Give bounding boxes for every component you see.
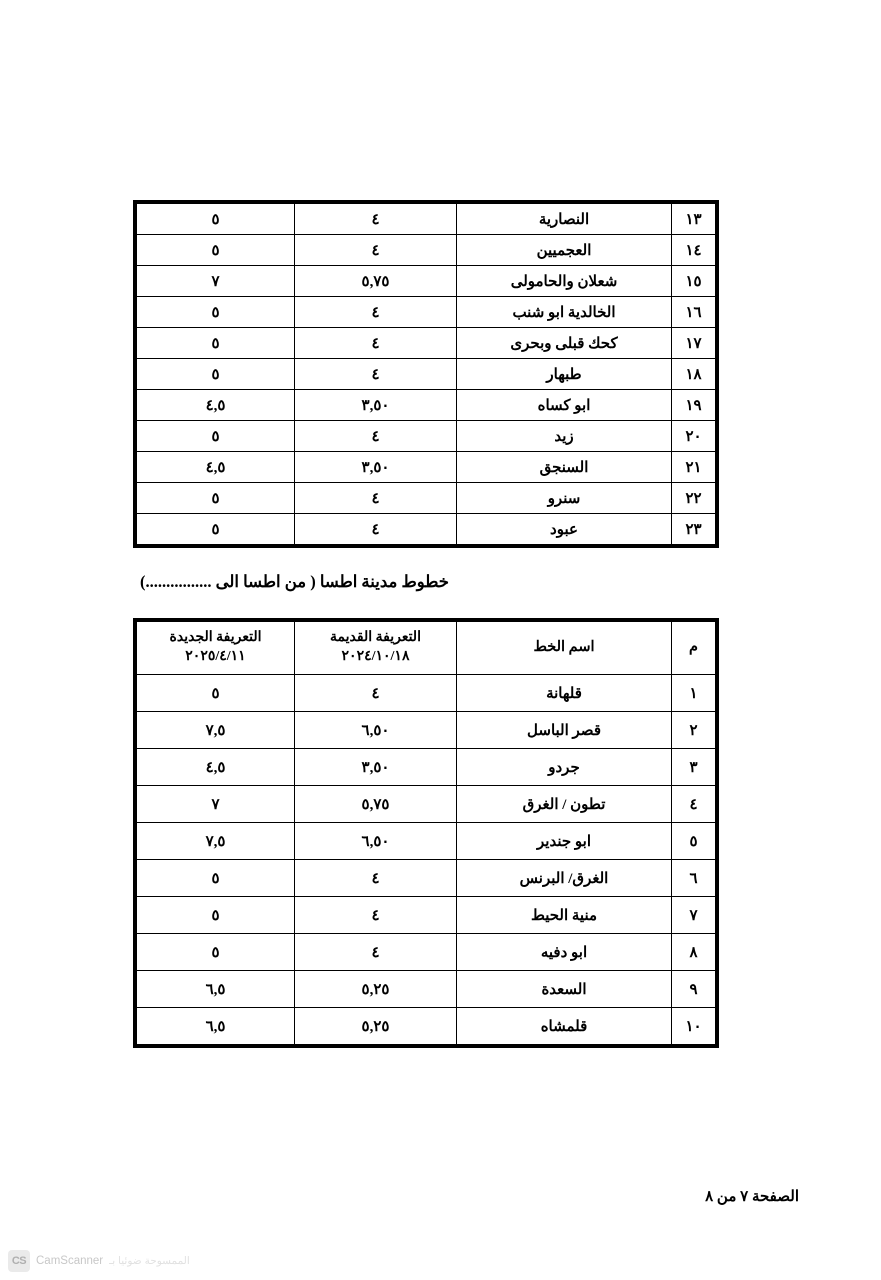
etsa-old-fare: ٤: [295, 897, 457, 934]
continued-row-number: ١٤: [672, 235, 716, 266]
header-new-fare-date: ٢٠٢٥/٤/١١: [185, 649, 246, 664]
continued-row-number: ١٥: [672, 266, 716, 297]
header-old-fare-date: ٢٠٢٤/١٠/١٨: [341, 649, 410, 664]
continued-line-name: طبهار: [457, 359, 672, 390]
etsa-line-name: ابو جندير: [457, 823, 672, 860]
etsa-line-name: قلهانة: [457, 675, 672, 712]
etsa-new-fare: ٥: [137, 934, 295, 971]
table-etsa: [136, 621, 716, 1045]
header-new-fare-title: التعريفة الجديدة: [169, 630, 262, 646]
etsa-line-name: قصر الباسل: [457, 712, 672, 749]
etsa-row-number: ٢: [672, 712, 716, 749]
continued-row-number: ٢٣: [672, 514, 716, 545]
table-row: [137, 266, 716, 297]
continued-new-fare: ٥: [137, 235, 295, 266]
etsa-new-fare: ٥: [137, 860, 295, 897]
etsa-old-fare: ٥,٧٥: [295, 786, 457, 823]
etsa-row-number: ٣: [672, 749, 716, 786]
table-row: [137, 897, 716, 934]
continued-new-fare: ٥: [137, 297, 295, 328]
header-number: م: [672, 622, 716, 675]
continued-new-fare: ٥: [137, 421, 295, 452]
etsa-new-fare: ٦,٥: [137, 971, 295, 1008]
continued-line-name: السنجق: [457, 452, 672, 483]
continued-row-number: ٢١: [672, 452, 716, 483]
continued-row-number: ١٩: [672, 390, 716, 421]
continued-old-fare: ٤: [295, 297, 457, 328]
etsa-row-number: ٧: [672, 897, 716, 934]
header-old-fare: [295, 622, 457, 675]
continued-new-fare: ٥: [137, 514, 295, 545]
table-row: [137, 297, 716, 328]
table-row: [137, 712, 716, 749]
table-row: [137, 786, 716, 823]
etsa-old-fare: ٤: [295, 675, 457, 712]
continued-row-number: ٢٢: [672, 483, 716, 514]
etsa-row-number: ٥: [672, 823, 716, 860]
camscanner-label-arabic: الممسوحة ضوئيا بـ: [109, 1255, 190, 1267]
table-row: [137, 235, 716, 266]
continued-new-fare: ٥: [137, 359, 295, 390]
etsa-new-fare: ٥: [137, 897, 295, 934]
etsa-old-fare: ٥,٢٥: [295, 971, 457, 1008]
table-row: [137, 1008, 716, 1045]
table-header-row: [137, 622, 716, 675]
continued-line-name: النصارية: [457, 204, 672, 235]
etsa-new-fare: ٦,٥: [137, 1008, 295, 1045]
table-row: [137, 204, 716, 235]
etsa-row-number: ٨: [672, 934, 716, 971]
etsa-line-name: السعدة: [457, 971, 672, 1008]
table-row: [137, 749, 716, 786]
continued-old-fare: ٤: [295, 235, 457, 266]
etsa-old-fare: ٥,٢٥: [295, 1008, 457, 1045]
table-row: [137, 359, 716, 390]
etsa-new-fare: ٥: [137, 675, 295, 712]
continued-line-name: زيد: [457, 421, 672, 452]
section-caption: خطوط مدينة اطسا ( من اطسا الى ................): [140, 572, 449, 591]
continued-line-name: كحك قبلى وبحرى: [457, 328, 672, 359]
continued-row-number: ٢٠: [672, 421, 716, 452]
etsa-line-name: الغرق/ البرنس: [457, 860, 672, 897]
table-row: [137, 452, 716, 483]
etsa-new-fare: ٧,٥: [137, 823, 295, 860]
continued-old-fare: ٤: [295, 483, 457, 514]
continued-old-fare: ٤: [295, 328, 457, 359]
header-old-fare-title: التعريفة القديمة: [330, 630, 421, 646]
header-new-fare: [137, 622, 295, 675]
continued-new-fare: ٥: [137, 204, 295, 235]
table-row: [137, 860, 716, 897]
camscanner-label: CamScanner: [36, 1255, 104, 1267]
continued-row-number: ١٦: [672, 297, 716, 328]
continued-row-number: ١٧: [672, 328, 716, 359]
etsa-new-fare: ٧: [137, 786, 295, 823]
etsa-line-name: ابو دفيه: [457, 934, 672, 971]
header-line-name: اسم الخط: [457, 622, 672, 675]
continued-new-fare: ٥: [137, 328, 295, 359]
continued-row-number: ١٨: [672, 359, 716, 390]
continued-line-name: ابو كساه: [457, 390, 672, 421]
table-row: [137, 971, 716, 1008]
continued-line-name: سنرو: [457, 483, 672, 514]
etsa-row-number: ١: [672, 675, 716, 712]
etsa-old-fare: ٣,٥٠: [295, 749, 457, 786]
etsa-row-number: ٩: [672, 971, 716, 1008]
etsa-old-fare: ٦,٥٠: [295, 823, 457, 860]
etsa-line-name: تطون / الغرق: [457, 786, 672, 823]
camscanner-watermark: [8, 1250, 190, 1272]
continued-old-fare: ٤: [295, 514, 457, 545]
table-row: [137, 421, 716, 452]
etsa-old-fare: ٤: [295, 860, 457, 897]
continued-new-fare: ٤,٥: [137, 390, 295, 421]
etsa-new-fare: ٤,٥: [137, 749, 295, 786]
etsa-row-number: ٦: [672, 860, 716, 897]
continued-line-name: عبود: [457, 514, 672, 545]
continued-old-fare: ٥,٧٥: [295, 266, 457, 297]
page-number-footer: الصفحة ٧ من ٨: [705, 1189, 799, 1205]
continued-line-name: العجميين: [457, 235, 672, 266]
continued-new-fare: ٥: [137, 483, 295, 514]
etsa-row-number: ١٠: [672, 1008, 716, 1045]
table-row: [137, 483, 716, 514]
continued-line-name: الخالدية ابو شنب: [457, 297, 672, 328]
table-continued: [136, 203, 716, 545]
etsa-line-name: جردو: [457, 749, 672, 786]
etsa-line-name: منية الحيط: [457, 897, 672, 934]
table-row: [137, 934, 716, 971]
continued-old-fare: ٤: [295, 421, 457, 452]
table-row: [137, 675, 716, 712]
continued-new-fare: ٧: [137, 266, 295, 297]
table-row: [137, 390, 716, 421]
etsa-line-name: قلمشاه: [457, 1008, 672, 1045]
fares-table-continuation: [133, 200, 719, 548]
fares-table-etsa: [133, 618, 719, 1048]
etsa-old-fare: ٦,٥٠: [295, 712, 457, 749]
table-row: [137, 514, 716, 545]
continued-old-fare: ٤: [295, 359, 457, 390]
continued-line-name: شعلان والحامولى: [457, 266, 672, 297]
camscanner-badge-icon: CS: [8, 1250, 30, 1272]
continued-new-fare: ٤,٥: [137, 452, 295, 483]
etsa-row-number: ٤: [672, 786, 716, 823]
continued-old-fare: ٣,٥٠: [295, 390, 457, 421]
etsa-new-fare: ٧,٥: [137, 712, 295, 749]
continued-old-fare: ٤: [295, 204, 457, 235]
continued-old-fare: ٣,٥٠: [295, 452, 457, 483]
table-row: [137, 823, 716, 860]
table-row: [137, 328, 716, 359]
etsa-old-fare: ٤: [295, 934, 457, 971]
continued-row-number: ١٣: [672, 204, 716, 235]
